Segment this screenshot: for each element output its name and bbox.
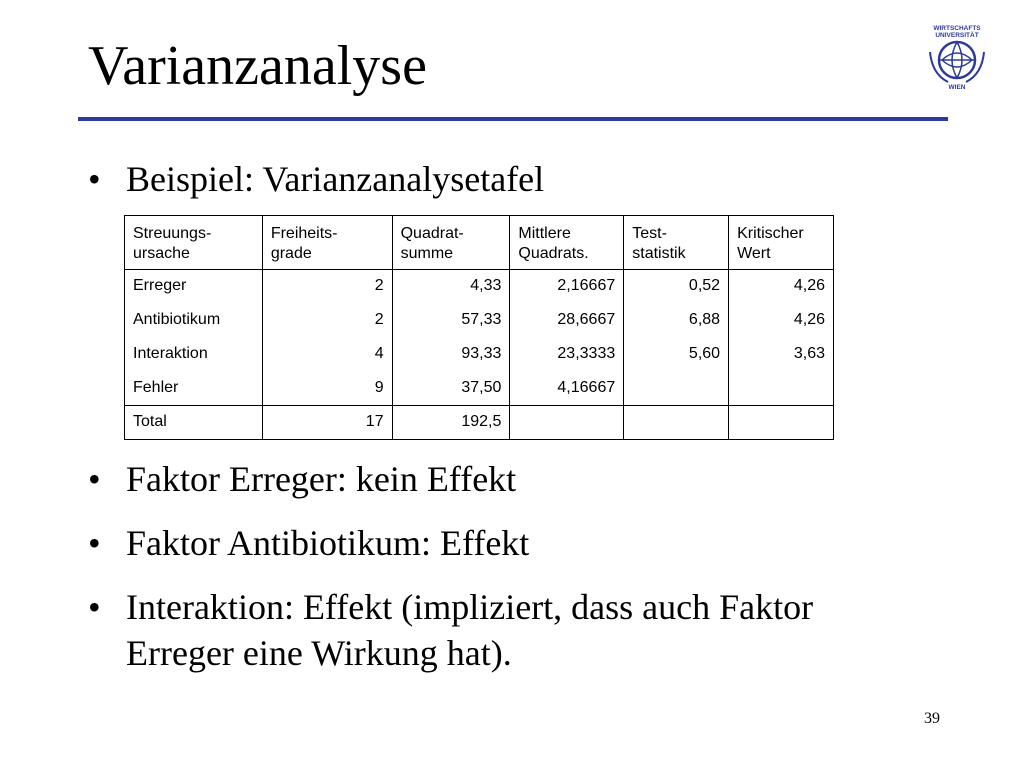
table-header-cell: Streuungs- ursache bbox=[125, 216, 263, 270]
table-cell: 6,88 bbox=[624, 304, 729, 338]
page-number: 39 bbox=[924, 710, 940, 727]
table-header-cell: Mittlere Quadrats. bbox=[510, 216, 624, 270]
table-cell: Interaktion bbox=[125, 338, 263, 372]
table-cell: 0,52 bbox=[624, 270, 729, 304]
bullet-item bbox=[88, 520, 906, 566]
bullet-dot: • bbox=[88, 459, 101, 499]
anova-table bbox=[124, 215, 834, 440]
table-cell bbox=[729, 406, 834, 440]
table-cell: 5,60 bbox=[624, 338, 729, 372]
table-cell: Antibiotikum bbox=[125, 304, 263, 338]
table-cell: 23,3333 bbox=[510, 338, 624, 372]
bullet-dot: • bbox=[88, 587, 101, 627]
table-row bbox=[125, 338, 834, 372]
table-row bbox=[125, 304, 834, 338]
table-cell: 4,16667 bbox=[510, 372, 624, 406]
logo-text-line2: UNIVERSITÄT bbox=[935, 32, 979, 39]
bullet-item bbox=[88, 156, 906, 202]
table-cell: 93,33 bbox=[392, 338, 510, 372]
bullet-text: Interaktion: Effekt (impliziert, dass auch Faktor Erreger eine Wirkung hat). bbox=[126, 587, 814, 673]
table-cell: 28,6667 bbox=[510, 304, 624, 338]
table-cell bbox=[729, 372, 834, 406]
table-cell bbox=[624, 406, 729, 440]
table-total-row bbox=[125, 406, 834, 440]
bullet-dot: • bbox=[88, 523, 101, 563]
bullet-text: Faktor Erreger: kein Effekt bbox=[126, 459, 517, 499]
table-header-cell: Test- statistik bbox=[624, 216, 729, 270]
table-header-row bbox=[125, 216, 834, 270]
bullet-text: Faktor Antibiotikum: Effekt bbox=[126, 523, 530, 563]
title-rule bbox=[78, 117, 948, 121]
bullet-dot: • bbox=[88, 159, 101, 199]
logo-text-line3: WIEN bbox=[948, 84, 966, 91]
table-cell: 17 bbox=[262, 406, 392, 440]
table-row bbox=[125, 270, 834, 304]
table-header-cell: Kritischer Wert bbox=[729, 216, 834, 270]
table-header-cell: Freiheits- grade bbox=[262, 216, 392, 270]
logo-text-line1: WIRTSCHAFTS bbox=[933, 25, 981, 32]
bullet-item bbox=[88, 456, 906, 502]
table-cell: 9 bbox=[262, 372, 392, 406]
slide-title: Varianzanalyse bbox=[88, 35, 427, 97]
table-cell: 57,33 bbox=[392, 304, 510, 338]
table-cell: Total bbox=[125, 406, 263, 440]
table-row bbox=[125, 372, 834, 406]
bullet-item bbox=[88, 584, 906, 676]
table-cell bbox=[510, 406, 624, 440]
table-cell: 4,33 bbox=[392, 270, 510, 304]
table-cell: 4 bbox=[262, 338, 392, 372]
table-header-cell: Quadrat- summe bbox=[392, 216, 510, 270]
table-cell: 4,26 bbox=[729, 270, 834, 304]
university-logo bbox=[922, 22, 992, 92]
table-cell: 192,5 bbox=[392, 406, 510, 440]
bullet-text: Beispiel: Varianzanalysetafel bbox=[126, 159, 545, 199]
table-cell: 3,63 bbox=[729, 338, 834, 372]
table-cell: Erreger bbox=[125, 270, 263, 304]
table-cell: 2 bbox=[262, 304, 392, 338]
table-cell: 37,50 bbox=[392, 372, 510, 406]
table-cell: 2,16667 bbox=[510, 270, 624, 304]
table-cell: 4,26 bbox=[729, 304, 834, 338]
table-cell: 2 bbox=[262, 270, 392, 304]
table-cell bbox=[624, 372, 729, 406]
table-cell: Fehler bbox=[125, 372, 263, 406]
